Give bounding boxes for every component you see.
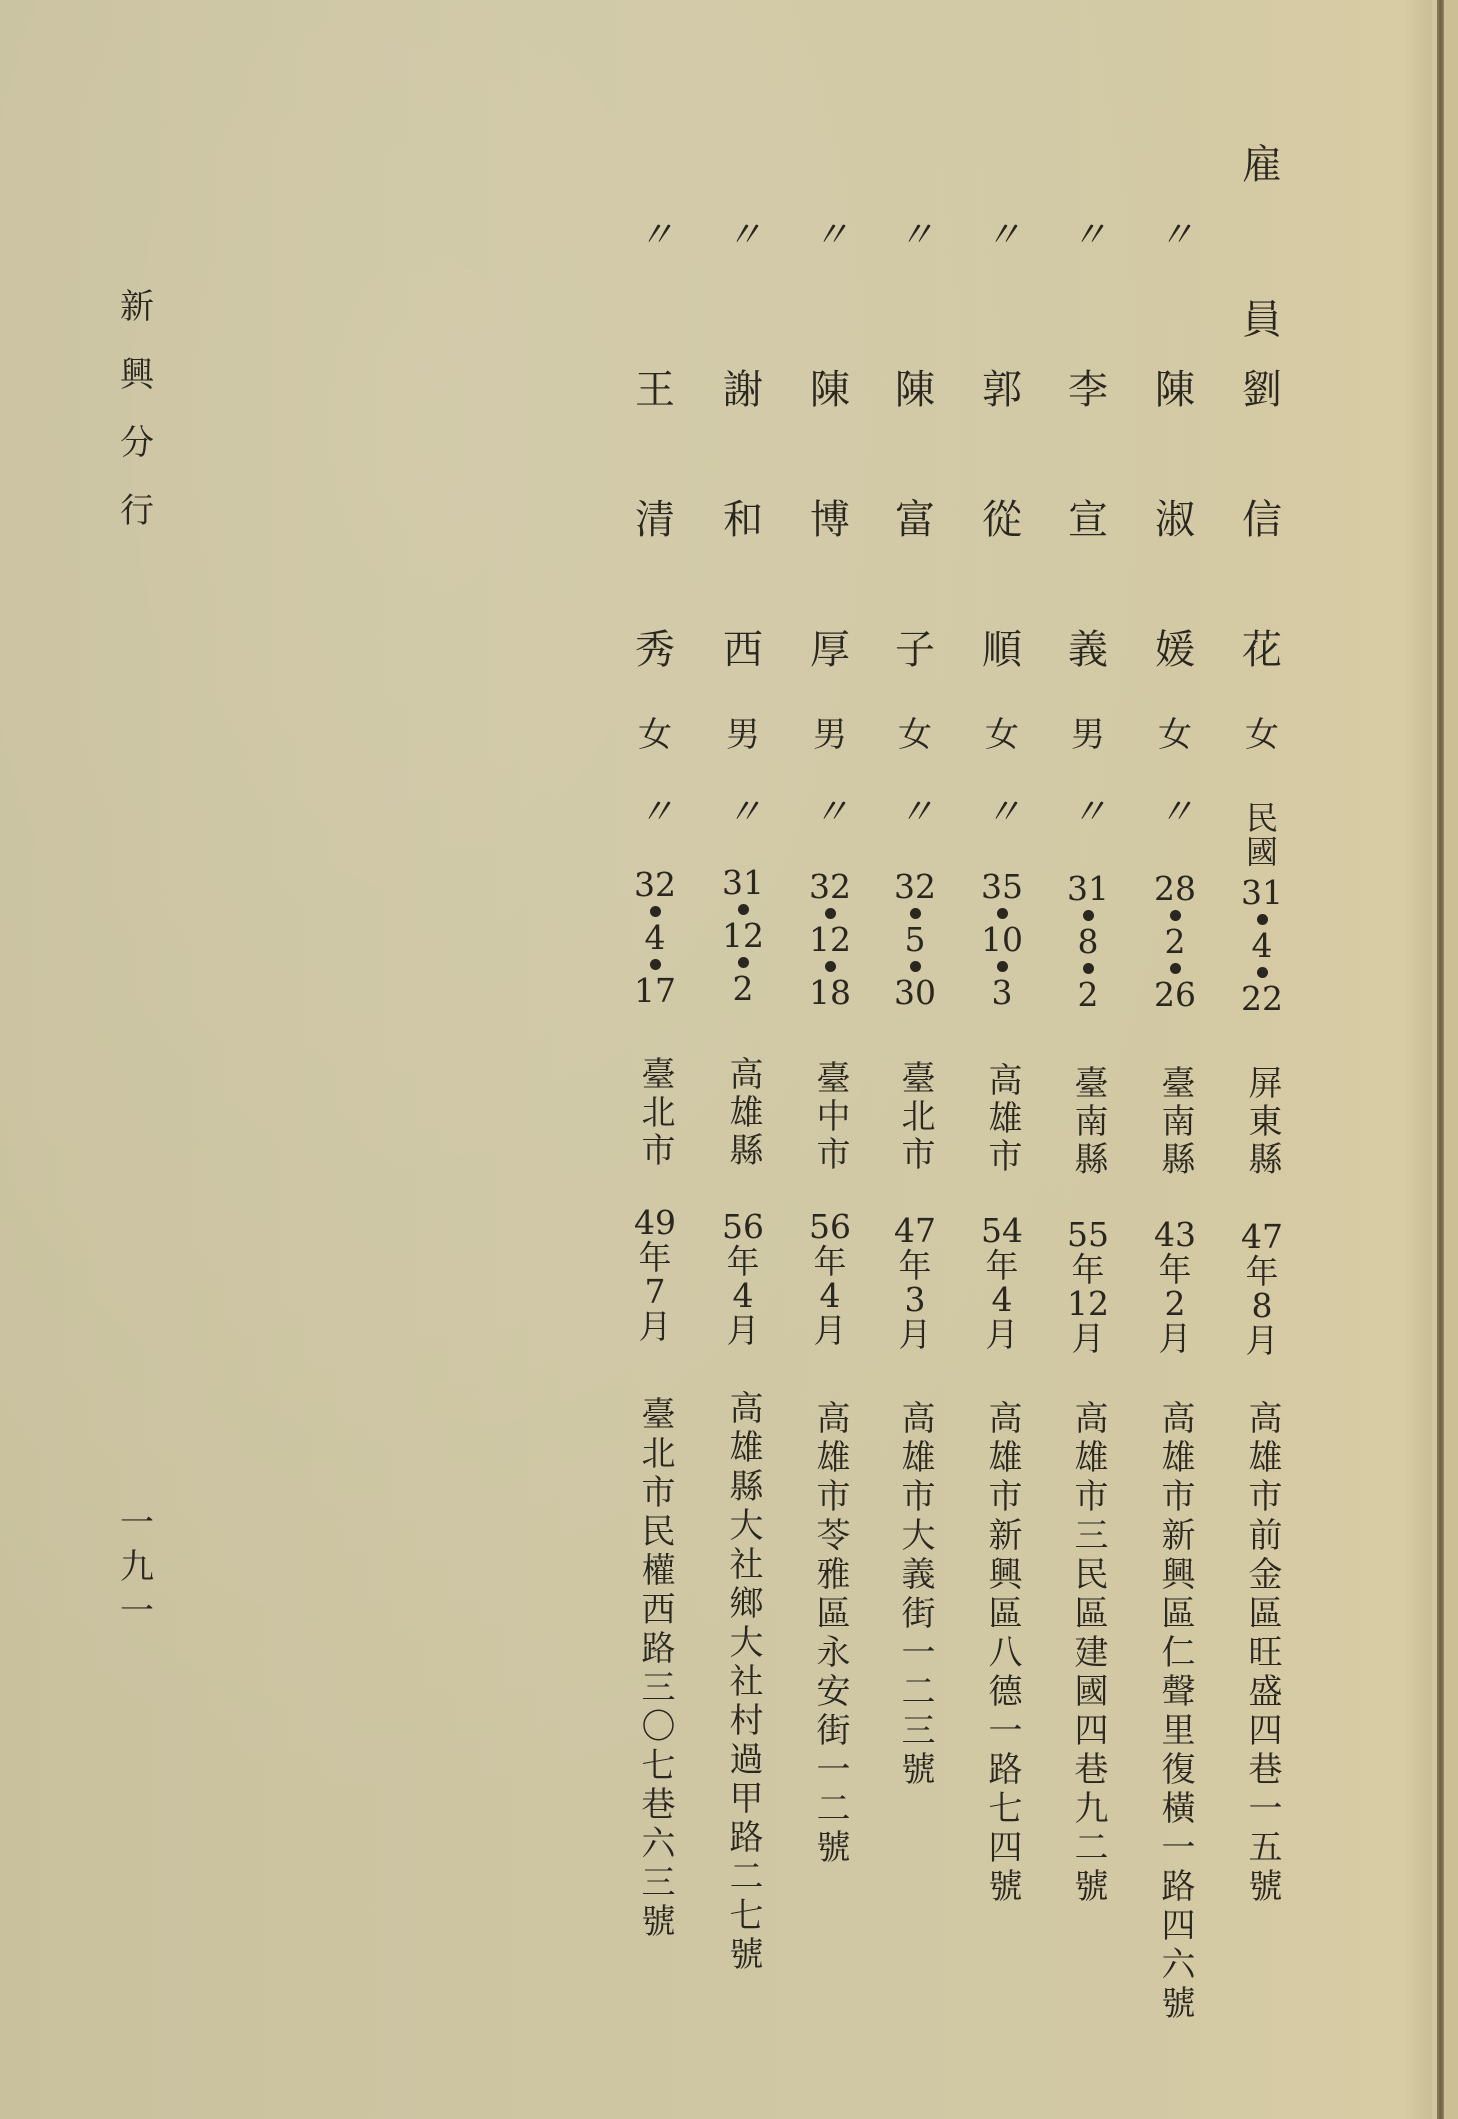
given-name-2: 西 <box>723 627 763 673</box>
page-number <box>120 1503 154 1631</box>
given-name-1: 從 <box>982 497 1022 543</box>
page-edge <box>1444 0 1458 2119</box>
ditto-mark: 〃 <box>812 215 848 256</box>
year-char: 年 <box>1158 1249 1192 1289</box>
surname: 陳 <box>895 367 935 413</box>
birthplace: 臺北市 <box>895 1060 935 1174</box>
ditto-mark: 〃 <box>1157 215 1193 256</box>
hire-date <box>722 1207 764 1350</box>
birth-date <box>981 867 1023 1012</box>
sex: 男 <box>1071 715 1105 755</box>
year-char: 年 <box>985 1245 1019 1285</box>
page-number-char: 九 <box>120 1547 154 1587</box>
surname: 李 <box>1068 367 1108 413</box>
ditto-mark: 〃 <box>812 792 848 833</box>
sex: 女 <box>898 715 932 755</box>
branch-char: 行 <box>120 491 154 531</box>
birth-day: 17 <box>634 971 676 1010</box>
dot-separator <box>825 908 836 919</box>
dot-separator <box>1170 910 1181 921</box>
birth-date <box>809 867 851 1012</box>
book-spine-shadow <box>1437 0 1444 2119</box>
ditto-mark: 〃 <box>725 792 761 833</box>
address: 高雄市新興區八德一路七四號 <box>982 1400 1022 1907</box>
birthplace: 臺南縣 <box>1155 1065 1195 1179</box>
address: 高雄市三民區建國四巷九二號 <box>1068 1400 1108 1907</box>
sex: 男 <box>726 715 760 755</box>
month-char: 月 <box>638 1306 672 1346</box>
ditto-mark: 〃 <box>984 215 1020 256</box>
year-char: 年 <box>1071 1249 1105 1289</box>
given-name-2: 子 <box>895 627 935 673</box>
branch-char: 分 <box>120 423 154 463</box>
ditto-mark: 〃 <box>897 792 933 833</box>
given-name-2: 花 <box>1242 627 1282 673</box>
given-name-1: 清 <box>635 497 675 543</box>
dot-separator <box>997 961 1008 972</box>
birth-day: 22 <box>1241 979 1283 1018</box>
month-char: 月 <box>985 1314 1019 1354</box>
branch-char: 新 <box>120 287 154 327</box>
birthplace: 高雄縣 <box>723 1056 763 1170</box>
roc-label <box>1245 799 1279 871</box>
roc-char: 國 <box>1245 832 1279 871</box>
year-char: 年 <box>638 1237 672 1277</box>
birth-year: 31 <box>722 863 764 902</box>
dot-separator <box>738 904 749 915</box>
ditto-mark: 〃 <box>1070 792 1106 833</box>
birth-month: 4 <box>1251 926 1273 965</box>
given-name-1: 富 <box>895 497 935 543</box>
dot-separator <box>650 906 661 917</box>
sex: 女 <box>638 715 672 755</box>
hire-date <box>981 1211 1023 1354</box>
hire-date <box>809 1207 851 1350</box>
address: 臺北市民權西路三〇七巷六三號 <box>635 1396 675 1942</box>
month-char: 月 <box>726 1310 760 1350</box>
month-char: 月 <box>1158 1318 1192 1358</box>
ditto-mark: 〃 <box>637 215 673 256</box>
birthplace: 臺北市 <box>635 1056 675 1170</box>
birth-month: 12 <box>809 920 851 959</box>
hire-year: 43 <box>1154 1215 1196 1254</box>
hire-year: 56 <box>809 1207 851 1246</box>
hire-year: 49 <box>634 1203 676 1242</box>
birth-date <box>1067 869 1109 1014</box>
address: 高雄市新興區仁聲里復橫一路四六號 <box>1155 1400 1195 2024</box>
birthplace: 臺南縣 <box>1068 1065 1108 1179</box>
dot-separator <box>910 908 921 919</box>
address: 高雄市苓雅區永安街一二號 <box>810 1400 850 1868</box>
address: 高雄市大義街一二三號 <box>895 1400 935 1790</box>
dot-separator <box>825 961 836 972</box>
birth-date <box>722 863 764 1008</box>
birth-day: 2 <box>732 969 754 1008</box>
hire-year: 56 <box>722 1207 764 1246</box>
hire-month: 4 <box>991 1280 1013 1320</box>
year-char: 年 <box>898 1245 932 1285</box>
birthplace: 屏東縣 <box>1242 1065 1282 1179</box>
hire-year: 47 <box>1241 1217 1283 1256</box>
birth-year: 32 <box>894 867 936 906</box>
given-name-2: 秀 <box>635 627 675 673</box>
birth-date <box>894 867 936 1012</box>
dot-separator <box>1083 910 1094 921</box>
ditto-mark: 〃 <box>1070 215 1106 256</box>
birth-day: 2 <box>1077 975 1099 1014</box>
surname: 謝 <box>723 367 763 413</box>
dot-separator <box>1257 967 1268 978</box>
birthplace: 高雄市 <box>982 1062 1022 1176</box>
hire-date <box>1241 1217 1283 1360</box>
birth-year: 32 <box>634 865 676 904</box>
birth-year: 31 <box>1067 869 1109 908</box>
hire-month: 4 <box>732 1276 754 1316</box>
birth-month: 10 <box>981 920 1023 959</box>
page-number-char: 一 <box>120 1503 154 1543</box>
roc-char: 民 <box>1245 799 1279 837</box>
branch-label <box>120 287 154 531</box>
dot-separator <box>1083 963 1094 974</box>
page-number-char: 一 <box>120 1591 154 1631</box>
hire-month: 7 <box>644 1272 666 1312</box>
birth-date <box>634 865 676 1010</box>
month-char: 月 <box>1245 1320 1279 1360</box>
birth-month: 8 <box>1077 922 1099 961</box>
surname: 陳 <box>810 367 850 413</box>
hire-date <box>1067 1215 1109 1358</box>
hire-month: 3 <box>904 1280 926 1320</box>
year-char: 年 <box>726 1241 760 1281</box>
hire-month: 12 <box>1067 1284 1109 1324</box>
birth-year: 31 <box>1241 873 1283 912</box>
dot-separator <box>650 959 661 970</box>
hire-year: 54 <box>981 1211 1023 1250</box>
address: 高雄縣大社鄉大社村過甲路二七號 <box>723 1390 763 1975</box>
year-char: 年 <box>813 1241 847 1281</box>
hire-date <box>1154 1215 1196 1358</box>
dot-separator <box>910 961 921 972</box>
given-name-1: 宣 <box>1068 497 1108 543</box>
birth-month: 5 <box>904 920 926 959</box>
sex: 女 <box>985 715 1019 755</box>
surname: 劉 <box>1242 367 1282 413</box>
title-char-gu: 雇 <box>1242 142 1282 188</box>
birth-date <box>1154 869 1196 1014</box>
ditto-mark: 〃 <box>637 792 673 833</box>
month-char: 月 <box>1071 1318 1105 1358</box>
given-name-2: 厚 <box>810 627 850 673</box>
surname: 王 <box>635 367 675 413</box>
given-name-1: 信 <box>1242 497 1282 543</box>
ditto-mark: 〃 <box>897 215 933 256</box>
birth-month: 12 <box>722 916 764 955</box>
hire-year: 55 <box>1067 1215 1109 1254</box>
birth-month: 2 <box>1164 922 1186 961</box>
birthplace: 臺中市 <box>810 1060 850 1174</box>
given-name-2: 義 <box>1068 627 1108 673</box>
birth-year: 35 <box>981 867 1023 906</box>
hire-year: 47 <box>894 1211 936 1250</box>
ditto-mark: 〃 <box>1157 792 1193 833</box>
year-char: 年 <box>1245 1251 1279 1291</box>
birth-day: 18 <box>809 973 851 1012</box>
sex: 女 <box>1158 715 1192 755</box>
ditto-mark: 〃 <box>725 215 761 256</box>
birth-date <box>1241 873 1283 1018</box>
surname: 郭 <box>982 367 1022 413</box>
hire-month: 8 <box>1251 1286 1273 1326</box>
given-name-1: 博 <box>810 497 850 543</box>
birth-day: 26 <box>1154 975 1196 1014</box>
birth-year: 28 <box>1154 869 1196 908</box>
given-name-2: 媛 <box>1155 627 1195 673</box>
dot-separator <box>1170 963 1181 974</box>
hire-month: 2 <box>1164 1284 1186 1324</box>
sex: 男 <box>813 715 847 755</box>
dot-separator <box>1257 914 1268 925</box>
month-char: 月 <box>898 1314 932 1354</box>
ditto-mark: 〃 <box>984 792 1020 833</box>
surname: 陳 <box>1155 367 1195 413</box>
hire-month: 4 <box>819 1276 841 1316</box>
hire-date <box>894 1211 936 1354</box>
birth-year: 32 <box>809 867 851 906</box>
title-char-yuan: 員 <box>1242 297 1282 343</box>
address: 高雄市前金區旺盛四巷一五號 <box>1242 1400 1282 1907</box>
sex: 女 <box>1245 715 1279 755</box>
dot-separator <box>997 908 1008 919</box>
birth-day: 30 <box>894 973 936 1012</box>
given-name-2: 順 <box>982 627 1022 673</box>
dot-separator <box>738 957 749 968</box>
branch-char: 興 <box>120 355 154 395</box>
month-char: 月 <box>813 1310 847 1350</box>
birth-day: 3 <box>991 973 1013 1012</box>
hire-date <box>634 1203 676 1346</box>
given-name-1: 和 <box>723 497 763 543</box>
given-name-1: 淑 <box>1155 497 1195 543</box>
birth-month: 4 <box>644 918 666 957</box>
